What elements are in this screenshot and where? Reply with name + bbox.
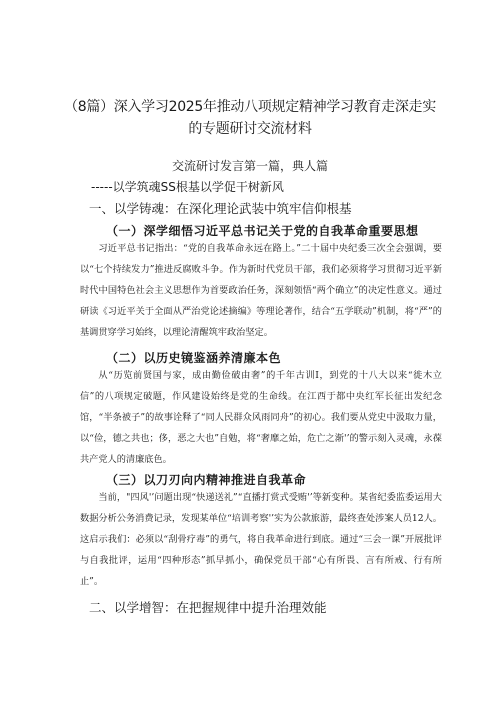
- item2-text: 从“历览前贤国与家，成由勤俭破由奢”的千年古训I，到党的十八大以来“徙木立信”的八项规定破题，作风建设始终是党的生命线。在江西于都中央红军长征出发纪念馆，“半条被子”的故事诠释了“同人民群众风雨同舟”的初心。我们要从党史中汲取力量，以“俭，德之共也；侈，恶之大也”自勉，将“奢靡之始，危亡之渐'’的警示刻入灵魂，永葆共产党人的清廉底色。: [80, 370, 442, 465]
- section1-heading: 一、以学铸魂：在深化理论武装中筑牢信仰根基: [89, 201, 352, 216]
- document-title-line2: 的专题研讨交流材料: [188, 121, 312, 137]
- item3-text: 当前，"四风'’问题出现“快递送礼”“直播打赏式受贿'’等新变种。某省纪委监委运用大数据分析公务消费记录，发现某单位“培训考察'’实为公款旅游，最终查处涉案人员12人。这启示我们：必须以“刮骨疗毒”的勇气，将自我革命进行到底。通过“三会一课”开展批评与自我批评，运用“四种形态”抓早抓小，确保党员干部“心有所畏、言有所戒、行有所止”。: [80, 492, 442, 587]
- document-subtitle: 交流研讨发言第一篇，典人篇: [171, 159, 328, 173]
- item2-paragraph: [80, 365, 442, 470]
- dash-heading: -----以学筑魂SS根基以学促干树新风: [91, 180, 284, 194]
- item1-heading: （一）深学细悟习近平总书记关于党的自我革命重要思想: [106, 224, 419, 238]
- item2-heading: （二）以历史镜鉴涵养清廉本色: [106, 351, 282, 365]
- section2-heading: 二、以学增智：在把握规律中提升治理效能: [89, 600, 327, 615]
- document-title-line1: （8篇）深入学习2025年推动八项规定精神学习教育走深走实: [64, 99, 436, 115]
- item3-paragraph: [80, 487, 442, 592]
- item1-paragraph: [80, 238, 442, 343]
- item3-heading: （三）以刀刃向内精神推进自我革命: [106, 473, 307, 487]
- item1-text: 习近平总书记指出：“党的自我革命永远在路上。”二十届中央纪委三次全会强调，要以“七个持续发力”推进反腐败斗争。作为新时代党员干部，我们必须将学习贯彻习近平新时代中国特色社会主义思想作为首要政治任务，深刻领悟“两个确立”的决定性意义。通过研读《习近平关于全面从严治党论述摘编》等理论著作，结合“五学联动”机制，将“严”的基调贯穿学习始终，以理论清醒筑牢政治坚定。: [80, 243, 442, 338]
